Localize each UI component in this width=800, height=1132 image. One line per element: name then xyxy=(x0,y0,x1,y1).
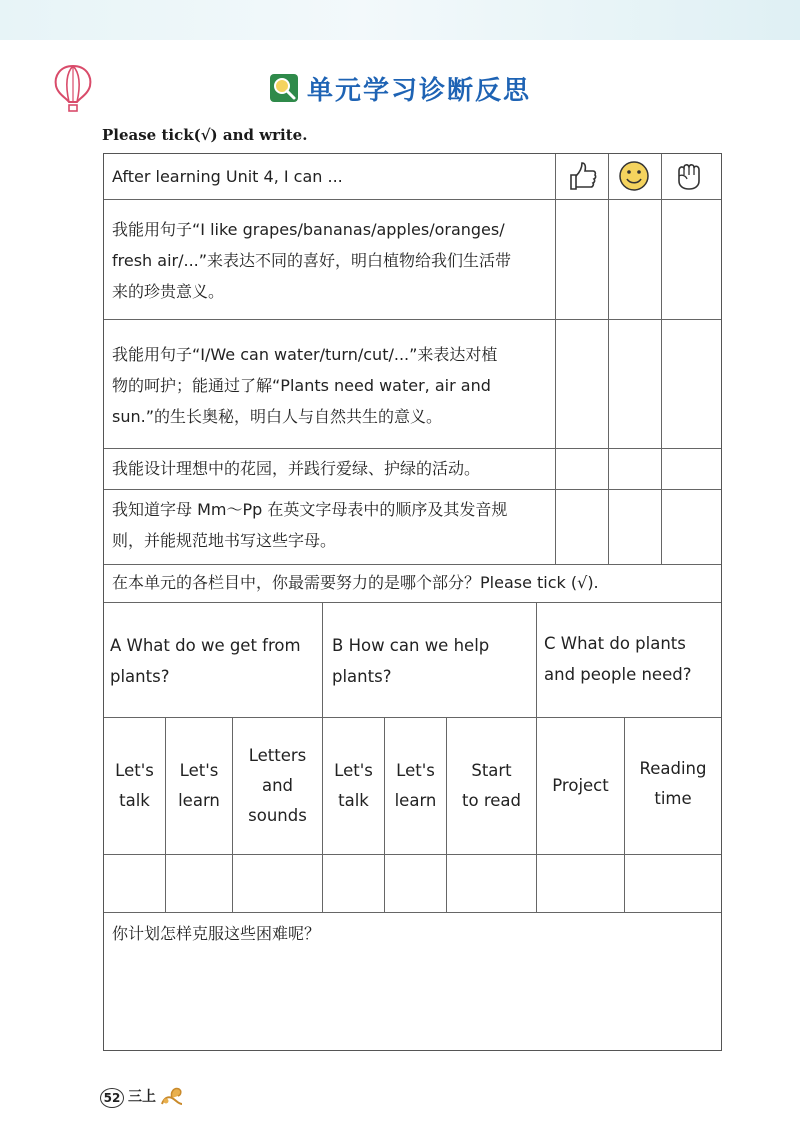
tick-cell[interactable] xyxy=(662,320,720,448)
magnifier-icon xyxy=(269,73,299,103)
activity-project: Project xyxy=(552,776,609,795)
tick-cell[interactable] xyxy=(556,320,608,448)
activity-tick-cell[interactable] xyxy=(323,855,384,912)
activity-start-to-read: Start to read xyxy=(462,761,521,810)
can-do-4: 我知道字母 Mm～Pp 在英文字母表中的顺序及其发音规 则，并能规范地书写这些字母。 xyxy=(112,500,508,550)
tick-cell[interactable] xyxy=(609,490,661,564)
tick-cell[interactable] xyxy=(662,449,720,489)
smiley-face-icon xyxy=(617,159,651,193)
top-decorative-band xyxy=(0,0,800,40)
tick-cell[interactable] xyxy=(609,320,661,448)
activity-tick-cell[interactable] xyxy=(625,855,721,912)
title-area xyxy=(0,66,800,110)
activity-lets-talk-b: Let's talk xyxy=(334,761,373,810)
tick-cell[interactable] xyxy=(556,449,608,489)
instruction-text: Please tick(√) and write. xyxy=(102,126,308,144)
can-do-3: 我能设计理想中的花园，并践行爱绿、护绿的活动。 xyxy=(112,459,481,478)
plan-question: 你计划怎样克服这些困难呢？ xyxy=(112,924,321,943)
activity-lets-learn-b: Let's learn xyxy=(394,761,437,810)
tick-cell[interactable] xyxy=(556,200,608,319)
section-b: B How can we help plants? xyxy=(332,636,490,686)
grade-label: 三上 xyxy=(128,1089,156,1105)
section-a: A What do we get from plants? xyxy=(110,636,301,686)
can-do-2: 我能用句子“I/We can water/turn/cut/...”来表达对植 物的呵护；能通过了解“Plants need water, air and sun.”的生长奥秘，明白人与自然共生的意义。 xyxy=(112,345,498,426)
header-text: After learning Unit 4, I can ... xyxy=(112,167,343,186)
activity-reading-time: Reading time xyxy=(639,759,707,808)
activity-lets-learn-a: Let's learn xyxy=(178,761,220,810)
activity-tick-cell[interactable] xyxy=(385,855,446,912)
tick-cell[interactable] xyxy=(609,200,661,319)
section-c: C What do plants and people need? xyxy=(544,634,692,684)
reflection-table xyxy=(103,153,722,1051)
tick-cell[interactable] xyxy=(662,490,720,564)
page-title: 单元学习诊断反思 xyxy=(306,75,531,106)
squirrel-icon xyxy=(158,1084,186,1108)
activity-lets-talk-a: Let's talk xyxy=(115,761,154,810)
page-number: 52 xyxy=(100,1088,124,1108)
tick-cell[interactable] xyxy=(609,449,661,489)
plan-answer-area[interactable] xyxy=(104,954,721,1049)
tick-cell[interactable] xyxy=(556,490,608,564)
tick-cell[interactable] xyxy=(662,200,720,319)
activity-tick-cell[interactable] xyxy=(166,855,232,912)
thumbs-up-icon xyxy=(565,159,599,193)
can-do-1: 我能用句子“I like grapes/bananas/apples/oranges/ fresh air/...”来表达不同的喜好，明白植物给我们生活带 来的珍贵意义。 xyxy=(112,220,512,301)
activity-tick-cell[interactable] xyxy=(447,855,536,912)
activity-tick-cell[interactable] xyxy=(104,855,165,912)
activity-letters-and-sounds: Letters and sounds xyxy=(248,746,307,825)
activity-tick-cell[interactable] xyxy=(537,855,624,912)
effort-question: 在本单元的各栏目中，你最需要努力的是哪个部分？Please tick (√). xyxy=(112,573,599,592)
fist-icon xyxy=(672,159,706,193)
activity-tick-cell[interactable] xyxy=(233,855,322,912)
